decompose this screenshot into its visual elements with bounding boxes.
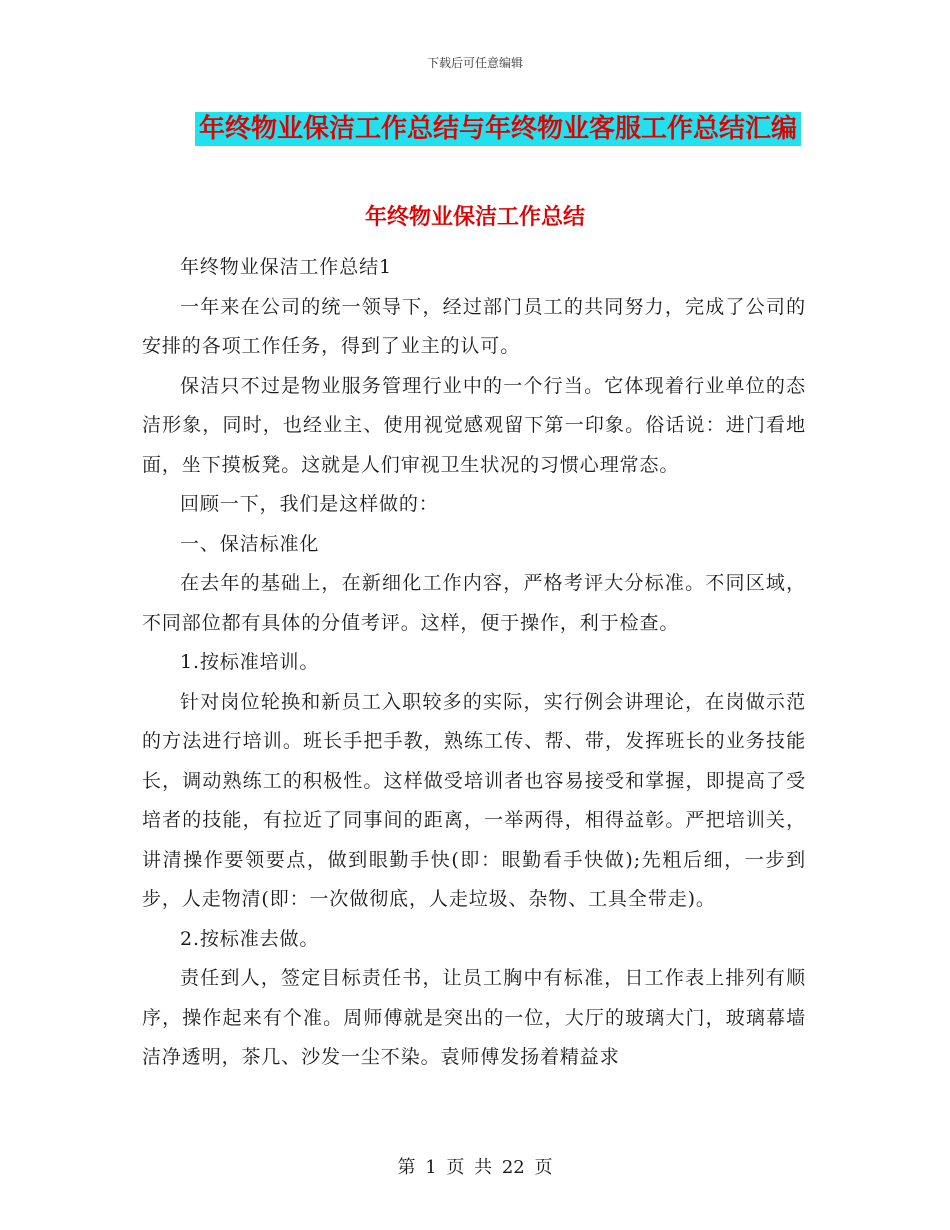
paragraph: 1.按标准培训。 (180, 651, 320, 673)
paragraph: 在去年的基础上，在新细化工作内容，严格考评大分标准。不同区域，不同部位都有具体的分值考评。这样，便于操作，利于检查。 (142, 572, 806, 634)
section-title: 年终物业保洁工作总结 (364, 205, 585, 230)
paragraph: 回顾一下，我们是这样做的： (180, 493, 439, 515)
paragraph: 保洁只不过是物业服务管理行业中的一个行当。它体现着行业单位的态洁形象，同时，也经业主、使用视觉感观留下第一印象。俗话说：进门看地面，坐下摸板凳。这就是人们审视卫生状况的习惯心理常态。 (142, 374, 806, 476)
document-body (142, 248, 806, 1078)
paragraph: 2.按标准去做。 (180, 927, 320, 950)
paragraph: 针对岗位轮换和新员工入职较多的实际，实行例会讲理论，在岗做示范的方法进行培训。班长手把手教，熟练工传、帮、带，发挥班长的业务技能长，调动熟练工的积极性。这样做受培训者也容易接受和掌握，即提高了受培者的技能，有拉近了同事间的距离，一举两得，相得益彰。严把培训关，讲清操作要领要点，做到眼勤手快(即：眼勤看手快做);先粗后细，一步到步，人走物清(即：一次做彻底，人走垃圾、杂物、工具全带走)。 (142, 690, 806, 910)
document-main-title: 年终物业保洁工作总结与年终物业客服工作总结汇编 (195, 112, 801, 146)
paragraph: 年终物业保洁工作总结1 (180, 256, 392, 278)
paragraph: 一年来在公司的统一领导下，经过部门员工的共同努力，完成了公司的安排的各项工作任务，得到了业主的认可。 (142, 295, 806, 357)
paragraph: 一、保洁标准化 (180, 532, 320, 555)
page-header-note: 下载后可任意编辑 (426, 56, 523, 70)
paragraph: 责任到人，签定目标责任书，让员工胸中有标准，日工作表上排列有顺序，操作起来有个准。周师傅就是突出的一位，大厅的玻璃大门，玻璃幕墙洁净透明，茶几、沙发一尘不染。袁师傅发扬着精益求 (142, 967, 806, 1068)
page-number-footer: 第 1 页 共 22 页 (397, 1157, 553, 1178)
